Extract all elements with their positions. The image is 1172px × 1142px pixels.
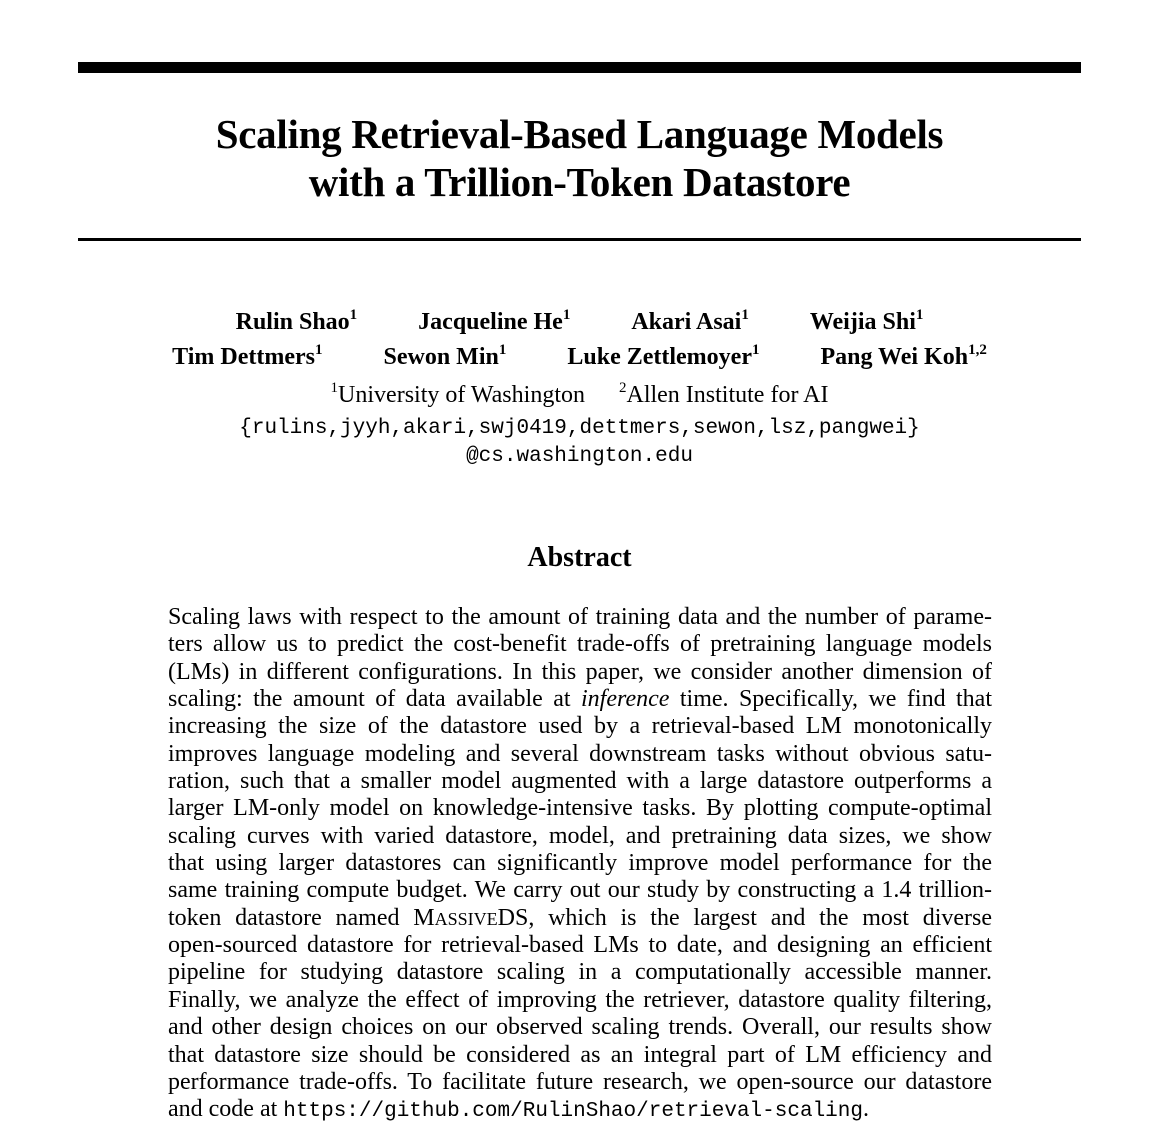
emphasis-inference: inference bbox=[581, 686, 670, 713]
affiliations bbox=[78, 380, 1081, 410]
author: Jacqueline He$^1$ bbox=[418, 307, 571, 335]
title-line-1: Scaling Retrieval-Based Language Models bbox=[215, 111, 944, 157]
abstract-line: that using larger datastores can significantly improve model performance for the bbox=[168, 850, 992, 877]
email-line-1[interactable]: {rulins,jyyh,akari,swj0419,dettmers,sewon,lsz,pangwei} bbox=[239, 417, 920, 440]
abstract-body bbox=[168, 604, 992, 1124]
abstract-line: and code at https://github.com/RulinShao/retrieval-scaling. bbox=[168, 1096, 869, 1124]
author: Weijia Shi$^1$ bbox=[809, 307, 924, 335]
abstract-line: performance trade-offs. To facilitate future research, we open-source our datastore bbox=[168, 1068, 992, 1095]
author: Rulin Shao$^1$ bbox=[235, 307, 358, 335]
abstract-line: ration, such that a smaller model augmented with a large datastore outperforms a bbox=[168, 768, 992, 795]
abstract-line: Finally, we analyze the effect of improving the retriever, datastore quality filtering, bbox=[168, 986, 992, 1013]
dataset-name-massiveds: MASSIVEDS bbox=[413, 904, 529, 931]
abstract-line: improves language modeling and several downstream tasks without obvious satu- bbox=[168, 740, 992, 767]
author: Luke Zettlemoyer$^1$ bbox=[567, 342, 760, 370]
author: Tim Dettmers$^1$ bbox=[172, 342, 323, 370]
abstract-line: pipeline for studying datastore scaling in a computationally accessible manner. bbox=[168, 959, 992, 986]
abstract-line: same training compute budget. We carry out our study by constructing a 1.4 trillion- bbox=[168, 877, 992, 904]
abstract-line: token datastore named MASSIVEDS, which is the largest and the most diverse bbox=[168, 904, 993, 931]
author: Akari Asai$^1$ bbox=[631, 307, 749, 335]
email-line-2[interactable]: @cs.washington.edu bbox=[466, 445, 693, 468]
author: Sewon Min$^1$ bbox=[383, 342, 507, 370]
abstract-line: ters allow us to predict the cost-benefit trade-offs of pretraining language models bbox=[168, 631, 992, 658]
abstract-line: Scaling laws with respect to the amount of training data and the number of parame- bbox=[168, 604, 992, 630]
affiliation: $^2$Allen Institute for AI bbox=[618, 380, 829, 408]
abstract-line: scaling curves with varied datastore, model, and pretraining data sizes, we show bbox=[168, 822, 992, 849]
abstract-line: that datastore size should be considered as an integral part of LM efficiency and bbox=[168, 1041, 992, 1068]
abstract-line: and other design choices on our observed scaling trends. Overall, our results show bbox=[168, 1014, 992, 1041]
title-rule bbox=[78, 238, 1081, 241]
author: Pang Wei Koh$^{1,2}$ bbox=[820, 342, 987, 370]
abstract-line: increasing the size of the datastore used by a retrieval-based LM monotonically bbox=[168, 713, 992, 740]
author-row-2 bbox=[78, 343, 1081, 371]
abstract-line: open-sourced datastore for retrieval-based LMs to date, and designing an efficient bbox=[168, 932, 992, 959]
abstract-heading: Abstract bbox=[527, 542, 632, 573]
title-line-2: with a Trillion-Token Datastore bbox=[308, 159, 851, 205]
top-rule bbox=[78, 62, 1081, 73]
author-row-1 bbox=[78, 308, 1081, 336]
abstract-line: larger LM-only model on knowledge-intensive tasks. By plotting compute-optimal bbox=[168, 795, 992, 822]
paper-title bbox=[78, 110, 1081, 206]
affiliation: $^1$University of Washington bbox=[330, 380, 585, 408]
github-link[interactable]: https://github.com/RulinShao/retrieval-scaling bbox=[283, 1100, 863, 1124]
abstract-line: (LMs) in different configurations. In this paper, we consider another dimension of bbox=[168, 658, 992, 685]
abstract-line: scaling: the amount of data available at inference time. Specifically, we find that bbox=[168, 686, 993, 713]
